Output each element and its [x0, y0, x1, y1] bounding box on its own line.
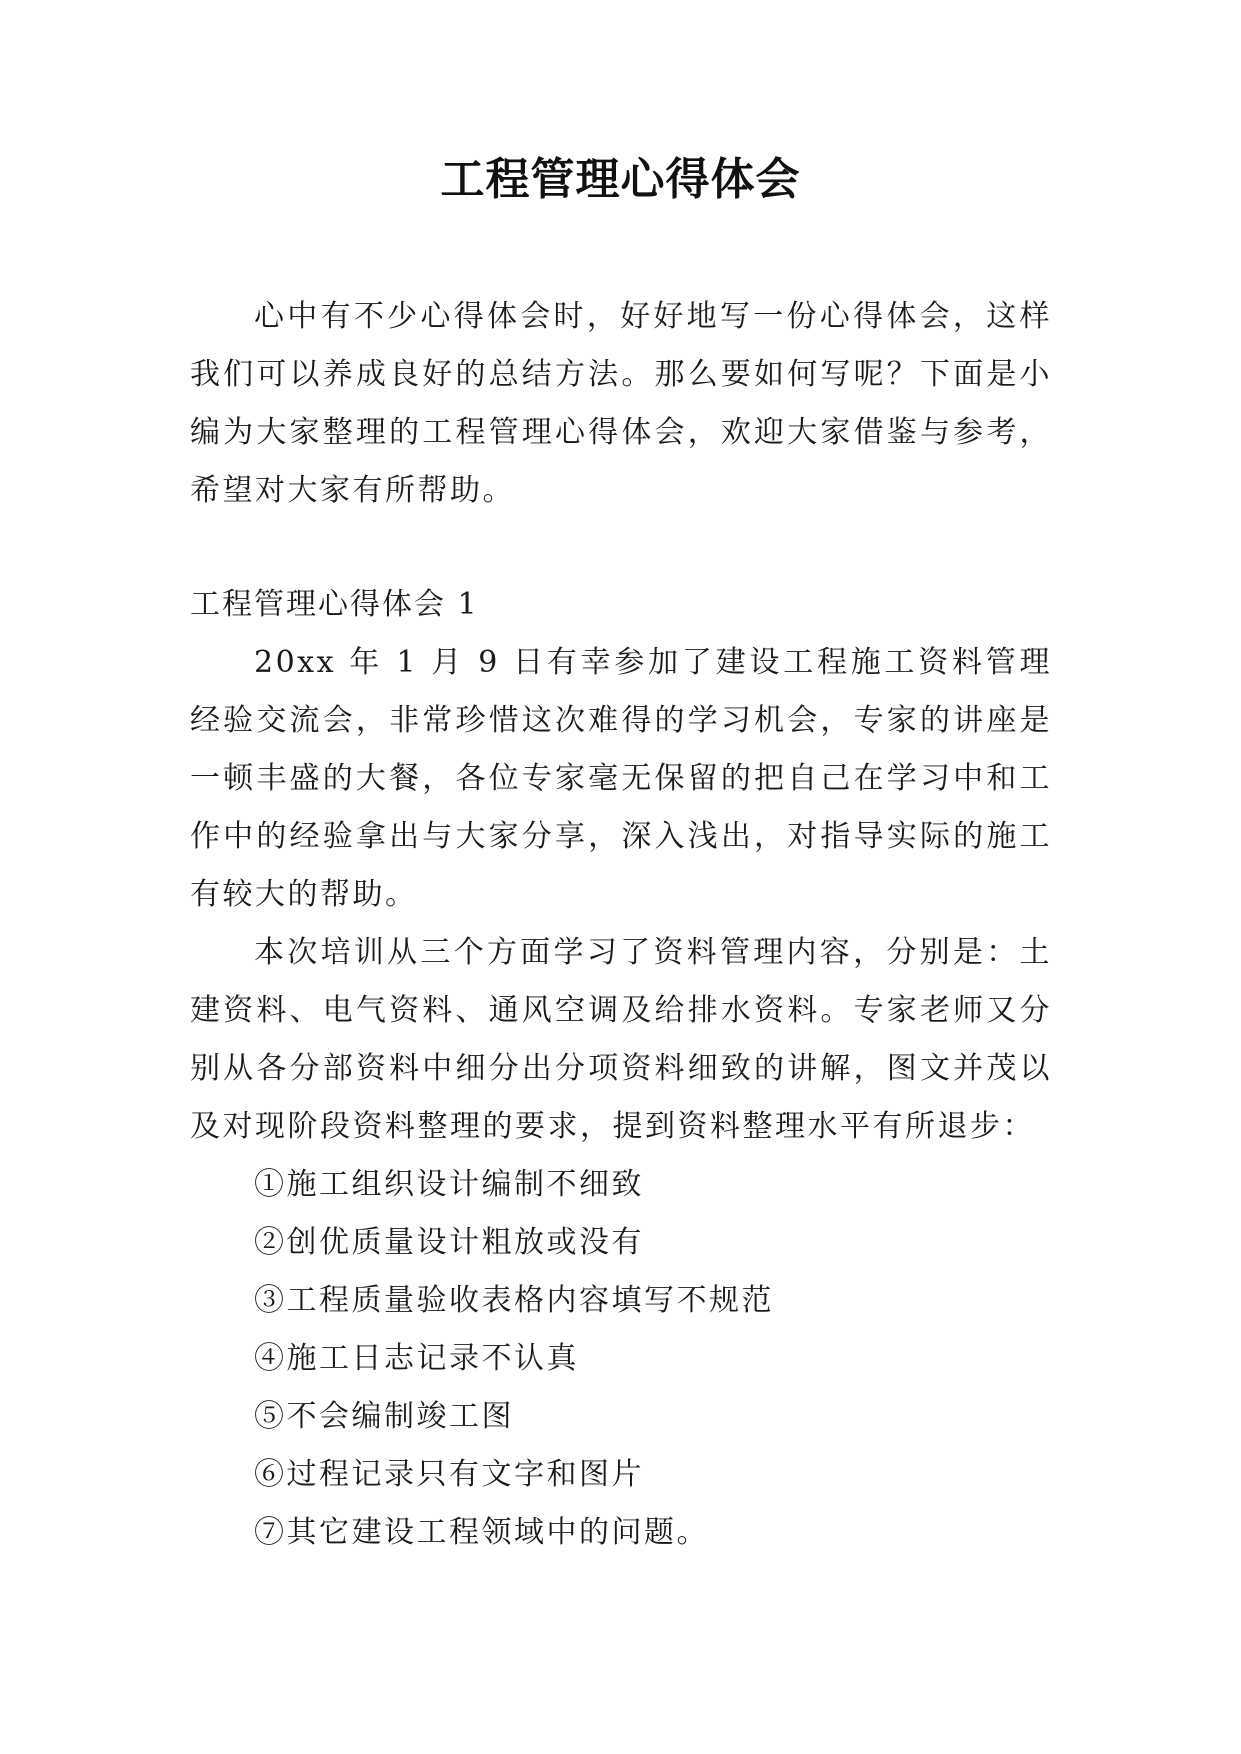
list-item: ①施工组织设计编制不细致	[254, 1167, 644, 1202]
list-item: ⑦其它建设工程领域中的问题。	[254, 1515, 709, 1550]
list-item: ⑤不会编制竣工图	[254, 1399, 514, 1434]
intro-paragraph: 心中有不少心得体会时，好好地写一份心得体会，这样我们可以养成良好的总结方法。那么要如何写呢？下面是小编为大家整理的工程管理心得体会，欢迎大家借鉴与参考，希望对大家有所帮助。	[190, 299, 1052, 508]
list-item: ⑥过程记录只有文字和图片	[254, 1457, 644, 1492]
body-paragraph: 20xx 年 1 月 9 日有幸参加了建设工程施工资料管理经验交流会，非常珍惜这次难得的学习机会，专家的讲座是一顿丰盛的大餐，各位专家毫无保留的把自己在学习中和工作中的经验拿出与大家分享，深入浅出，对指导实际的施工有较大的帮助。	[190, 645, 1052, 912]
list-item: ④施工日志记录不认真	[254, 1341, 579, 1376]
document-body	[190, 288, 1052, 1562]
body-paragraph: 本次培训从三个方面学习了资料管理内容，分别是：土建资料、电气资料、通风空调及给排水资料。专家老师又分别从各分部资料中细分出分项资料细致的讲解，图文并茂以及对现阶段资料整理的要求，提到资料整理水平有所退步：	[190, 935, 1052, 1144]
list-item: ②创优质量设计粗放或没有	[254, 1225, 644, 1260]
document-title: 工程管理心得体会	[440, 154, 801, 205]
section-heading: 工程管理心得体会 1	[190, 587, 479, 622]
issue-list	[190, 1156, 1052, 1562]
list-item: ③工程质量验收表格内容填写不规范	[254, 1283, 774, 1318]
